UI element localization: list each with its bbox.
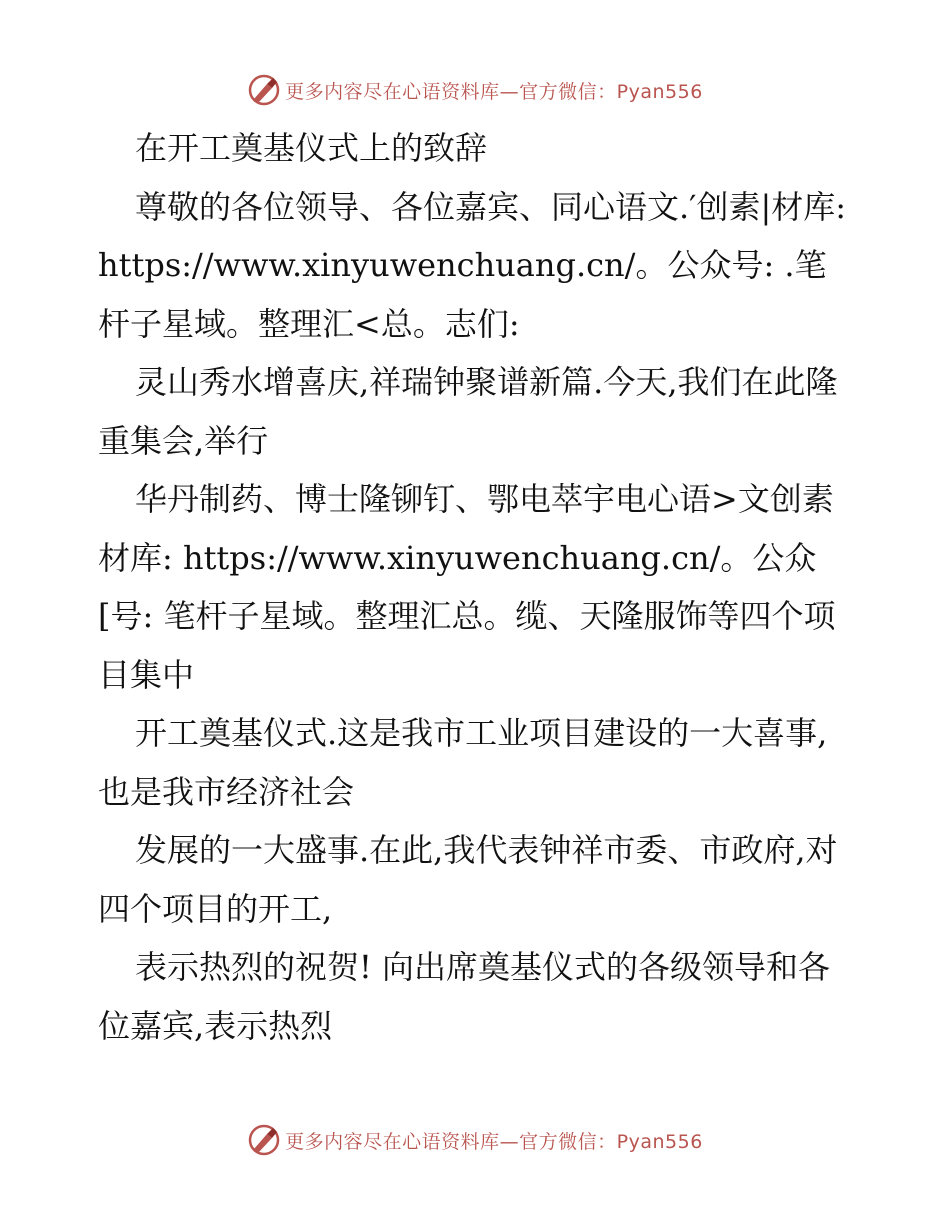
document-title: 在开工奠基仪式上的致辞 [135, 129, 488, 167]
pen-logo-icon [247, 73, 281, 107]
paragraph: 表示热烈的祝贺! 向出席奠基仪式的各级领导和各位嘉宾,表示热烈 [98, 948, 831, 1045]
pen-logo-icon [247, 1123, 281, 1157]
paragraph: 发展的一大盛事.在此,我代表钟祥市委、市政府,对四个项目的开工, [98, 831, 838, 928]
header-banner-text: 更多内容尽在心语资料库—官方微信：Pyan556 [285, 80, 703, 103]
paragraph: 灵山秀水增喜庆,祥瑞钟聚谱新篇.今天,我们在此隆重集会,举行 [98, 363, 838, 460]
document-body [98, 119, 850, 1055]
footer-banner-text: 更多内容尽在心语资料库—官方微信：Pyan556 [285, 1130, 703, 1153]
footer-banner [0, 1120, 950, 1160]
paragraph: 尊敬的各位领导、各位嘉宾、同心语文.′创素|材库: https://www.xinyuwenchuang.cn/。公众号: .笔杆子星域。整理汇<总。志们: [98, 187, 847, 343]
paragraph: 开工奠基仪式.这是我市工业项目建设的一大喜事,也是我市经济社会 [98, 714, 828, 811]
header-banner [0, 70, 950, 110]
paragraph: 华丹制药、博士隆铆钉、鄂电萃宇电心语>文创素材库: https://www.xinyuwenchuang.cn/。公众[号: 笔杆子星域。整理汇总。缆、天隆服饰等四个项目集中 [98, 480, 836, 694]
